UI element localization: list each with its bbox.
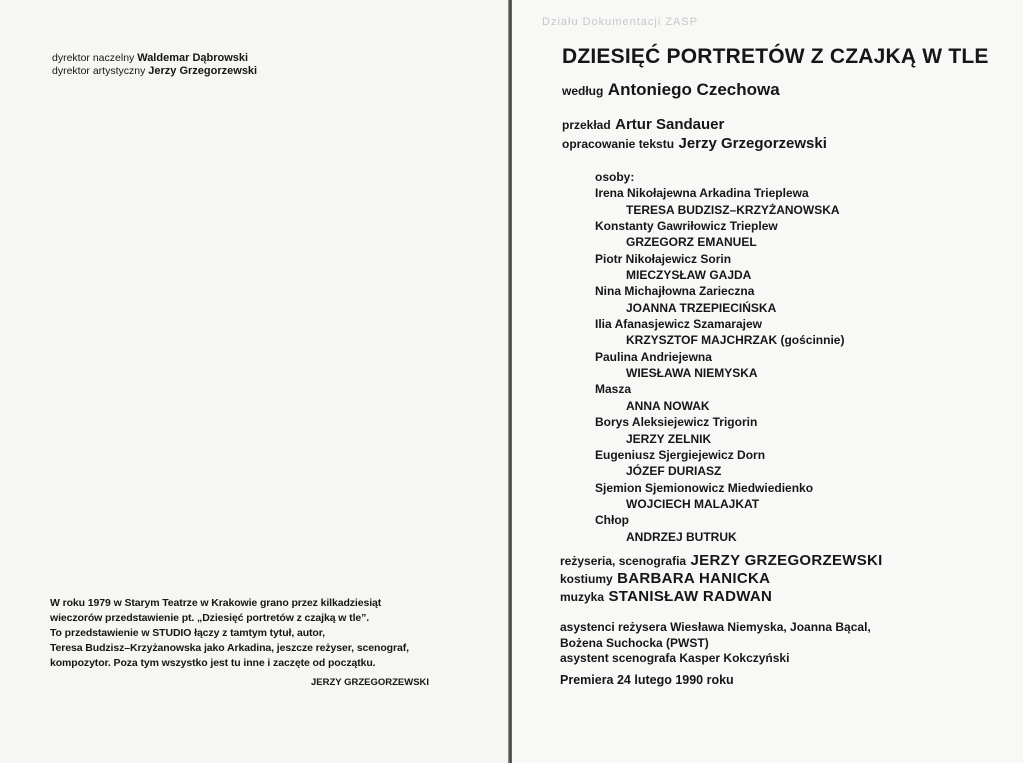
crew-label: kostiumy <box>560 572 613 586</box>
history-note <box>50 596 409 671</box>
assistants-block <box>560 620 871 667</box>
director-artistic-name: Jerzy Grzegorzewski <box>148 65 258 77</box>
cast-role: Konstanty Gawriłowicz Trieplew <box>595 219 778 234</box>
cast-actor: JOANNA TRZEPIECIŃSKA <box>626 300 777 315</box>
cast-actor: ANNA NOWAK <box>626 398 710 413</box>
author-line <box>562 80 780 100</box>
author-label: według <box>562 84 604 98</box>
cast-role: Masza <box>595 382 632 397</box>
cast-role: Eugeniusz Sjergiejewicz Dorn <box>595 447 766 462</box>
translation-label: przekład <box>562 118 611 132</box>
assistant-line: asystent scenografa Kasper Kokczyński <box>560 651 790 665</box>
cast-actor: WIESŁAWA NIEMYSKA <box>626 366 758 381</box>
crew-direction-line <box>560 552 883 570</box>
director-artistic-line <box>52 65 257 78</box>
cast-actor: JERZY ZELNIK <box>626 431 712 446</box>
cast-actor: MIECZYSŁAW GAJDA <box>626 268 752 283</box>
director-artistic-label: dyrektor artystyczny <box>52 65 146 77</box>
crew-label: muzyka <box>560 590 605 604</box>
note-signature: JERZY GRZEGORZEWSKI <box>311 677 430 688</box>
director-general-name: Waldemar Dąbrowski <box>137 52 249 64</box>
cast-role: Chłop <box>595 513 629 528</box>
cast-role: Nina Michajłowna Zarieczna <box>595 284 755 299</box>
cast-role: Sjemion Sjemionowicz Miedwiedienko <box>595 480 814 495</box>
note-line: wieczorów przedstawienie pt. „Dziesięć portretów z czajką w tle”. <box>50 612 370 624</box>
crew-name: JERZY GRZEGORZEWSKI <box>690 552 883 569</box>
cast-actor: ANDRZEJ BUTRUK <box>626 529 737 544</box>
cast-heading: osoby: <box>595 170 635 184</box>
note-line: kompozytor. Poza tym wszystko jest tu inne i zaczęte od początku. <box>50 657 376 669</box>
right-page <box>512 0 1023 763</box>
left-page <box>0 0 511 763</box>
cast-role: Ilia Afanasjewicz Szamarajew <box>595 317 762 332</box>
author-name: Antoniego Czechowa <box>607 80 780 99</box>
cast-role: Borys Aleksiejewicz Trigorin <box>595 415 758 430</box>
adaptation-label: opracowanie tekstu <box>562 137 675 151</box>
note-line: W roku 1979 w Starym Teatrze w Krakowie grano przez kilkadziesiąt <box>50 597 382 609</box>
translation-line <box>562 116 724 134</box>
archive-stamp: Działu Dokumentacji ZASP <box>542 16 699 28</box>
director-general-line <box>52 52 248 65</box>
translation-name: Artur Sandauer <box>615 116 725 133</box>
cast-actor: WOJCIECH MALAJKAT <box>626 496 760 511</box>
crew-name: BARBARA HANICKA <box>617 570 771 587</box>
crew-name: STANISŁAW RADWAN <box>608 588 773 605</box>
cast-actor: JÓZEF DURIASZ <box>626 464 722 479</box>
adaptation-name: Jerzy Grzegorzewski <box>678 135 827 152</box>
cast-list <box>595 169 844 545</box>
adaptation-line <box>562 135 827 153</box>
cast-role: Irena Nikołajewna Arkadina Trieplewa <box>595 186 809 201</box>
note-line: Teresa Budzisz–Krzyżanowska jako Arkadina, jeszcze reżyser, scenograf, <box>50 642 409 654</box>
note-line: To przedstawienie w STUDIO łączy z tamtym tytuł, autor, <box>50 627 325 639</box>
assistant-line: Bożena Suchocka (PWST) <box>560 635 709 650</box>
crew-music-line <box>560 588 772 606</box>
cast-actor: GRZEGORZ EMANUEL <box>626 235 757 250</box>
cast-actor: KRZYSZTOF MAJCHRZAK (gościnnie) <box>626 333 845 348</box>
assistant-line: asystenci reżysera Wiesława Niemyska, Joanna Bącal, <box>560 620 871 634</box>
crew-label: reżyseria, scenografia <box>560 554 687 568</box>
cast-actor: TERESA BUDZISZ–KRZYŻANOWSKA <box>626 202 840 217</box>
director-general-label: dyrektor naczelny <box>52 52 135 64</box>
cast-role: Piotr Nikołajewicz Sorin <box>595 251 732 266</box>
crew-costumes-line <box>560 570 770 588</box>
cast-role: Paulina Andriejewna <box>595 349 712 364</box>
play-title: DZIESIĘĆ PORTRETÓW Z CZAJKĄ W TLE <box>562 45 989 68</box>
premiere-date: Premiera 24 lutego 1990 roku <box>560 673 734 687</box>
